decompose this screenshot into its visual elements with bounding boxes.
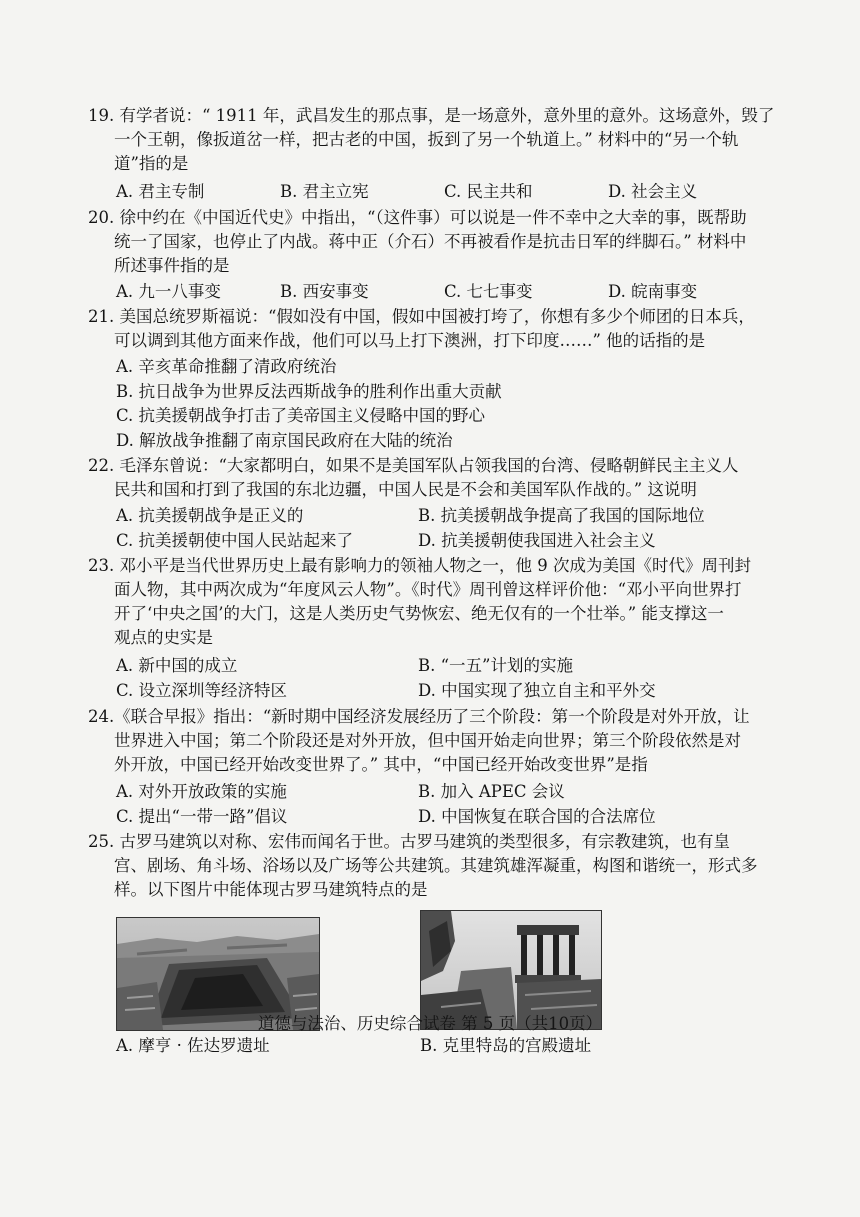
- question-22-line-1: 22. 毛泽东曾说：“大家都明白，如果不是美国军队占领我国的台湾、侵略朝鲜民主主义人: [88, 456, 739, 475]
- question-19-option-a[interactable]: A. 君主专制: [116, 182, 205, 201]
- question-19-option-b[interactable]: B. 君主立宪: [280, 182, 369, 201]
- question-20: [88, 206, 813, 278]
- question-24-options-row-2: [116, 805, 816, 829]
- question-25-line-3: 样。以下图片中能体现古罗马建筑特点的是: [114, 880, 428, 899]
- question-23-line-1: 23. 邓小平是当代世界历史上最有影响力的领袖人物之一，他 9 次成为美国《时代》周刊封: [88, 556, 751, 575]
- question-20-option-b[interactable]: B. 西安事变: [280, 282, 369, 301]
- question-22-options-row-1: [116, 504, 816, 528]
- question-20-option-c[interactable]: C. 七七事变: [444, 282, 533, 301]
- question-21-option-a[interactable]: A. 辛亥革命推翻了清政府统治: [116, 357, 337, 376]
- question-22-line-2: 民共和国和打到了我国的东北边疆，中国人民是不会和美国军队作战的。” 这说明: [114, 480, 697, 499]
- question-19: [88, 104, 813, 176]
- question-19-line-1: 19. 有学者说：“ 1911 年，武昌发生的那点事，是一场意外，意外里的意外。这场意外，毁了: [88, 106, 775, 125]
- caption-b: B. 克里特岛的宫殿遗址: [420, 1036, 592, 1055]
- question-24-option-d[interactable]: D. 中国恢复在联合国的合法席位: [418, 807, 656, 826]
- question-23-option-d[interactable]: D. 中国实现了独立自主和平外交: [418, 681, 656, 700]
- question-19-line-2: 一个王朝，像扳道岔一样，把古老的中国，扳到了另一个轨道上。” 材料中的“另一个轨: [114, 130, 739, 149]
- caption-a: A. 摩亨 · 佐达罗遗址: [116, 1036, 270, 1055]
- question-21-line-1: 21. 美国总统罗斯福说：“假如没有中国，假如中国被打垮了，你想有多少个师团的日本兵，: [88, 307, 755, 326]
- question-25-line-1: 25. 古罗马建筑以对称、宏伟而闻名于世。古罗马建筑的类型很多，有宗教建筑，也有皇: [88, 832, 730, 851]
- question-21-line-2: 可以调到其他方面来作战，他们可以马上打下澳洲，打下印度……” 他的话指的是: [114, 331, 706, 350]
- question-21-option-d[interactable]: D. 解放战争推翻了南京国民政府在大陆的统治: [116, 431, 453, 450]
- question-23: [88, 554, 813, 650]
- page-footer: 道德与法治、历史综合试卷 第 5 页（共10页）: [257, 1014, 603, 1033]
- question-23-options-row-2: [116, 679, 816, 703]
- question-22-option-a[interactable]: A. 抗美援朝战争是正义的: [116, 506, 304, 525]
- question-24-line-3: 外开放，中国已经开始改变世界了。” 其中，“中国已经开始改变世界”是指: [114, 755, 648, 774]
- question-24-options-row-1: [116, 780, 816, 804]
- question-23-line-3: 开了‘中央之国’的大门，这是人类历史气势恢宏、绝无仅有的一个壮举。” 能支撑这一: [114, 604, 724, 623]
- question-22-options-row-2: [116, 529, 816, 553]
- question-23-options-row-1: [116, 654, 816, 678]
- question-20-line-3: 所述事件指的是: [114, 256, 230, 275]
- question-21-option-c[interactable]: C. 抗美援朝战争打击了美帝国主义侵略中国的野心: [116, 406, 486, 425]
- question-23-option-a[interactable]: A. 新中国的成立: [116, 656, 238, 675]
- question-25: [88, 830, 813, 902]
- question-22-option-b[interactable]: B. 抗美援朝战争提高了我国的国际地位: [418, 506, 705, 525]
- question-25-line-2: 宫、剧场、角斗场、浴场以及广场等公共建筑。其建筑雄浑凝重，构图和谐统一，形式多: [114, 856, 758, 875]
- question-21-option-b[interactable]: B. 抗日战争为世界反法西斯战争的胜利作出重大贡献: [116, 382, 502, 401]
- question-19-line-3: 道”指的是: [114, 154, 189, 173]
- question-19-options: [116, 180, 806, 204]
- question-20-line-2: 统一了国家，也停止了内战。蒋中正（介石）不再被看作是抗击日军的绊脚石。” 材料中: [114, 232, 747, 251]
- question-20-option-d[interactable]: D. 皖南事变: [608, 282, 698, 301]
- question-20-option-a[interactable]: A. 九一八事变: [116, 282, 221, 301]
- question-23-option-b[interactable]: B. “一五”计划的实施: [418, 656, 573, 675]
- question-20-options: [116, 280, 806, 304]
- question-19-option-c[interactable]: C. 民主共和: [444, 182, 533, 201]
- question-24-line-1: 24.《联合早报》指出：“新时期中国经济发展经历了三个阶段：第一个阶段是对外开放，让: [88, 707, 750, 726]
- question-20-line-1: 20. 徐中约在《中国近代史》中指出，“（这件事）可以说是一件不幸中之大幸的事，既帮助: [88, 208, 747, 227]
- question-23-line-2: 面人物，其中两次成为“年度风云人物”。《时代》周刊曾这样评价他：“邓小平向世界打: [114, 580, 742, 599]
- question-22-option-d[interactable]: D. 抗美援朝使我国进入社会主义: [418, 531, 656, 550]
- question-24-option-b[interactable]: B. 加入 APEC 会议: [418, 782, 565, 801]
- question-22: [88, 454, 813, 502]
- question-21: [88, 305, 813, 353]
- question-24-option-a[interactable]: A. 对外开放政策的实施: [116, 782, 287, 801]
- question-24-line-2: 世界进入中国；第二个阶段还是对外开放，但中国开始走向世界；第三个阶段依然是对: [114, 731, 741, 750]
- question-19-option-d[interactable]: D. 社会主义: [608, 182, 698, 201]
- question-22-option-c[interactable]: C. 抗美援朝使中国人民站起来了: [116, 531, 354, 550]
- question-23-option-c[interactable]: C. 设立深圳等经济特区: [116, 681, 288, 700]
- question-24: [88, 705, 813, 777]
- question-23-line-4: 观点的史实是: [114, 628, 213, 647]
- question-24-option-c[interactable]: C. 提出“一带一路”倡议: [116, 807, 288, 826]
